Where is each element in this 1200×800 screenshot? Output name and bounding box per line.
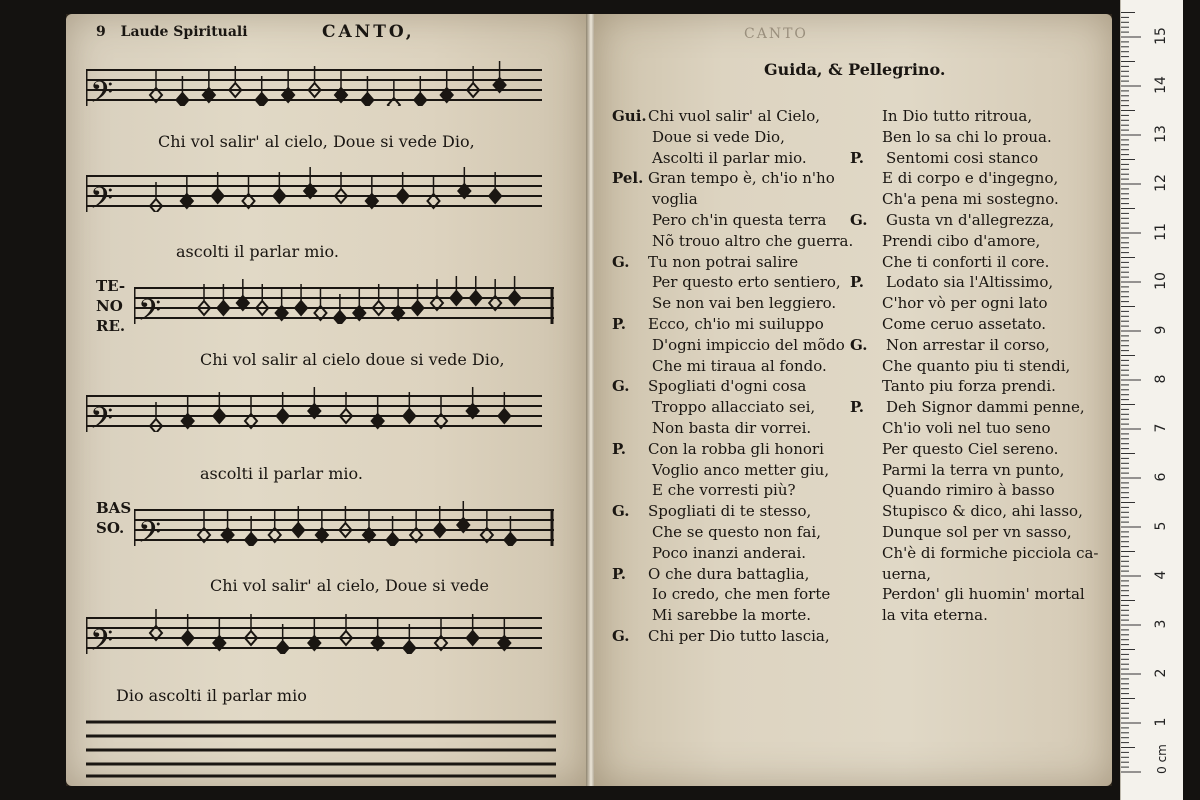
- clef-symbol: 𝄢: [90, 182, 114, 212]
- music-note: [295, 301, 307, 315]
- verse-text: Chi vuol salir' al Cielo,: [648, 107, 820, 125]
- verse-text: Per questo erto sentiero,: [652, 273, 841, 292]
- verse-text: uerna,: [882, 564, 932, 583]
- verse-text: Per questo Ciel sereno.: [882, 439, 1059, 458]
- verse-line: [612, 501, 853, 522]
- running-head-title: Laude Spirituali: [120, 24, 248, 40]
- verse-line: [850, 460, 1099, 481]
- verse-text: Prendi cibo d'amore,: [882, 231, 1041, 250]
- music-staff: [86, 606, 542, 654]
- verse-line: [850, 148, 1099, 169]
- music-note: [361, 93, 373, 106]
- music-note: [403, 409, 415, 423]
- verse-line: [612, 314, 853, 335]
- verse-text: Ecco, ch'io mi suiluppo: [648, 314, 824, 333]
- speaker-label: G.: [612, 377, 630, 396]
- verse-line: [850, 397, 1099, 418]
- verse-text: Che mi tiraua al fondo.: [652, 356, 827, 375]
- verse-line: [850, 106, 1099, 127]
- verse-line: [612, 397, 853, 418]
- verse-line: [612, 584, 853, 605]
- speaker-label: Pel.: [612, 169, 644, 188]
- verse-line: [612, 564, 853, 585]
- verse-line: [612, 356, 853, 377]
- verse-line: [850, 584, 1099, 605]
- verse-line: [850, 605, 1099, 626]
- verse-line: [612, 210, 853, 231]
- verse-text: Io credo, che men forte: [652, 585, 831, 604]
- music-note: [245, 533, 257, 546]
- music-note: [334, 311, 346, 324]
- verse-text: Poco inanzi anderai.: [652, 543, 807, 562]
- verse-text: Che quanto piu ti stendi,: [882, 356, 1071, 375]
- ruler-number: 3: [1153, 619, 1169, 629]
- verse-text: Chi per Dio tutto lascia,: [648, 626, 830, 645]
- verse-line: [850, 189, 1099, 210]
- verse-line: [612, 252, 853, 273]
- verse-text: Voglio anco metter giu,: [652, 460, 830, 479]
- verse-line: [612, 293, 853, 314]
- music-note: [397, 189, 409, 203]
- verse-text: Parmi la terra vn punto,: [882, 460, 1065, 479]
- verse-text: Come ceruo assetato.: [882, 314, 1047, 333]
- verse-line: [850, 376, 1099, 397]
- verse-line: [850, 522, 1099, 543]
- verse-text: Che se questo non fai,: [652, 522, 821, 541]
- verse-line: [612, 376, 853, 397]
- verse-line: [850, 356, 1099, 377]
- lyric-line: ascolti il parlar mio.: [200, 464, 363, 483]
- verse-line: [612, 626, 853, 647]
- verse-text: Ch'io voli nel tuo seno: [882, 418, 1051, 437]
- verse-text: Tu non potrai salire: [648, 252, 799, 271]
- music-note: [273, 189, 285, 203]
- ruler-number: 1: [1153, 717, 1169, 727]
- verse-text: Non arrestar il corso,: [886, 335, 1050, 354]
- verse-text: Gusta vn d'allegrezza,: [886, 210, 1055, 229]
- music-note: [292, 523, 304, 537]
- music-note: [213, 409, 225, 423]
- verse-text: Sentomi cosi stanco: [886, 148, 1039, 167]
- dialogue-title: Guida, & Pellegrino.: [764, 60, 946, 79]
- verse-text: E di corpo e d'ingegno,: [882, 169, 1059, 188]
- verse-text: Perdon' gli huomin' mortal: [882, 585, 1085, 604]
- faint-running-head: CANTO: [744, 26, 808, 42]
- verse-text: Ch'a pena mi sostegno.: [882, 190, 1059, 209]
- verse-text: Ben lo sa chi lo proua.: [882, 127, 1052, 146]
- voice-part-heading: CANTO,: [322, 22, 415, 42]
- verse-text: D'ogni impiccio del mõdo: [652, 335, 845, 354]
- verse-line: [612, 605, 853, 626]
- music-note: [412, 301, 424, 315]
- clef-symbol: 𝄢: [138, 294, 162, 324]
- open-book: [66, 14, 1112, 786]
- verse-text: In Dio tutto ritroua,: [882, 107, 1033, 125]
- verse-line: [850, 127, 1099, 148]
- verse-line: [850, 210, 1099, 231]
- verse-text: E che vorresti più?: [652, 481, 796, 500]
- music-note: [217, 301, 229, 315]
- music-note: [387, 533, 399, 546]
- verse-line: [612, 189, 853, 210]
- verse-line: [850, 543, 1099, 564]
- verse-line: [612, 168, 853, 189]
- music-note: [489, 189, 501, 203]
- verse-line: [612, 460, 853, 481]
- empty-staff: [86, 714, 556, 778]
- speaker-label: P.: [612, 564, 627, 583]
- verse-line: [850, 564, 1099, 585]
- ruler-number: 2: [1153, 668, 1169, 678]
- verse-text: la vita eterna.: [882, 606, 988, 625]
- lyric-line: Dio ascolti il parlar mio: [116, 686, 307, 705]
- verse-line: [850, 314, 1099, 335]
- verse-text: Ascolti il parlar mio.: [652, 148, 807, 167]
- verse-line: [612, 148, 853, 169]
- speaker-label: G.: [850, 335, 868, 354]
- speaker-label: G.: [612, 502, 630, 521]
- verse-text: Spogliati di te stesso,: [648, 502, 812, 521]
- music-note: [434, 523, 446, 537]
- verse-line: [850, 231, 1099, 252]
- verse-line: [612, 439, 853, 460]
- speaker-label: P.: [612, 314, 627, 333]
- verse-text: Deh Signor dammi penne,: [886, 398, 1085, 417]
- music-note: [414, 93, 426, 106]
- verse-text: Stupisco & dico, ahi lasso,: [882, 502, 1083, 521]
- music-staff: [134, 498, 590, 546]
- verse-text: Gran tempo è, ch'io n'ho: [648, 169, 835, 188]
- verse-line: [850, 272, 1099, 293]
- music-note: [277, 641, 289, 654]
- verse-text: Che ti conforti il core.: [882, 252, 1050, 271]
- music-note: [256, 93, 268, 106]
- verse-text: Nõ trouo altro che guerra.: [652, 231, 854, 250]
- verse-text: O che dura battaglia,: [648, 564, 810, 583]
- verse-line: [612, 335, 853, 356]
- ruler-number: 6: [1153, 472, 1169, 482]
- lyric-line: Chi vol salir' al cielo, Doue si vede: [210, 576, 489, 595]
- verse-line: [850, 293, 1099, 314]
- part-label-basso: BAS SO.: [96, 499, 132, 537]
- right-page-text: [594, 14, 1112, 786]
- music-note: [467, 631, 479, 645]
- verse-line: [612, 106, 853, 127]
- ruler-number: 8: [1153, 374, 1169, 384]
- verse-text: Lodato sia l'Altissimo,: [886, 273, 1054, 292]
- verse-text: Ch'è di formiche picciola ca-: [882, 543, 1099, 562]
- verse-text: Troppo allacciato sei,: [652, 398, 816, 417]
- speaker-label: P.: [850, 273, 865, 292]
- ruler-number: 9: [1153, 325, 1169, 335]
- music-note: [470, 291, 482, 305]
- verse-line: [850, 252, 1099, 273]
- verse-text: Doue si vede Dio,: [652, 127, 785, 146]
- speaker-label: P.: [850, 398, 865, 417]
- verse-text: Con la robba gli honori: [648, 439, 824, 458]
- music-note: [509, 291, 521, 305]
- verse-line: [612, 480, 853, 501]
- speaker-label: G.: [612, 252, 630, 271]
- verse-line: [612, 522, 853, 543]
- verse-text: voglia: [652, 190, 698, 209]
- ruler-number: 12: [1153, 174, 1169, 192]
- ruler-number: 13: [1153, 125, 1169, 143]
- ruler-number: 4: [1153, 570, 1169, 580]
- lyric-line: Chi vol salir al cielo doue si vede Dio,: [200, 350, 505, 369]
- verse-column-left: [612, 106, 853, 647]
- music-note: [504, 533, 516, 546]
- verse-line: [850, 168, 1099, 189]
- music-note: [176, 93, 188, 106]
- speaker-label: P.: [850, 148, 865, 167]
- ruler-number: 7: [1153, 423, 1169, 433]
- running-head: [96, 22, 415, 42]
- music-note: [498, 409, 510, 423]
- left-page-music: [66, 14, 588, 786]
- music-staff: [86, 58, 542, 106]
- verse-text: Mi sarebbe la morte.: [652, 606, 812, 625]
- ruler-number: 10: [1153, 272, 1169, 290]
- verse-text: Pero ch'in questa terra: [652, 210, 827, 229]
- ruler-number: 14: [1153, 76, 1169, 94]
- verse-line: [612, 418, 853, 439]
- ruler-number: 11: [1153, 223, 1169, 241]
- speaker-label: Gui.: [612, 107, 647, 125]
- music-staff: [134, 276, 590, 324]
- verse-line: [850, 480, 1099, 501]
- verse-text: Dunque sol per vn sasso,: [882, 522, 1072, 541]
- ruler-unit-label: 0 cm: [1154, 744, 1169, 774]
- verse-text: C'hor vò per ogni lato: [882, 294, 1048, 313]
- music-note: [450, 291, 462, 305]
- clef-symbol: 𝄢: [90, 624, 114, 654]
- ruler-ticks: [1121, 0, 1183, 800]
- verse-line: [850, 501, 1099, 522]
- verse-line: [612, 127, 853, 148]
- verse-text: Quando rimiro à basso: [882, 481, 1055, 500]
- verse-text: Non basta dir vorrei.: [652, 418, 812, 437]
- verse-line: [850, 439, 1099, 460]
- speaker-label: G.: [612, 626, 630, 645]
- music-staff: [86, 164, 542, 212]
- part-label-tenore: TE- NO RE.: [96, 277, 126, 335]
- page-number: 9: [96, 24, 106, 40]
- clef-symbol: 𝄢: [90, 402, 114, 432]
- clef-symbol: 𝄢: [90, 76, 114, 106]
- verse-line: [612, 543, 853, 564]
- music-note: [182, 631, 194, 645]
- verse-line: [612, 231, 853, 252]
- ruler-number: 15: [1153, 27, 1169, 45]
- speaker-label: P.: [612, 439, 627, 458]
- music-note: [212, 189, 224, 203]
- music-note: [277, 409, 289, 423]
- music-note: [403, 641, 415, 654]
- verse-text: Se non vai ben leggiero.: [652, 294, 837, 313]
- speaker-label: G.: [850, 210, 868, 229]
- lyric-line: Chi vol salir' al cielo, Doue si vede Dio,: [158, 132, 475, 151]
- verse-text: Spogliati d'ogni cosa: [648, 377, 807, 396]
- ruler-number: 5: [1153, 521, 1169, 531]
- verse-text: Tanto piu forza prendi.: [882, 377, 1056, 396]
- verse-column-right: [850, 106, 1099, 626]
- verse-line: [612, 272, 853, 293]
- measurement-ruler: [1120, 0, 1183, 800]
- music-staff: [86, 384, 542, 432]
- verse-line: [850, 335, 1099, 356]
- clef-symbol: 𝄢: [138, 516, 162, 546]
- lyric-line: ascolti il parlar mio.: [176, 242, 339, 261]
- verse-line: [850, 418, 1099, 439]
